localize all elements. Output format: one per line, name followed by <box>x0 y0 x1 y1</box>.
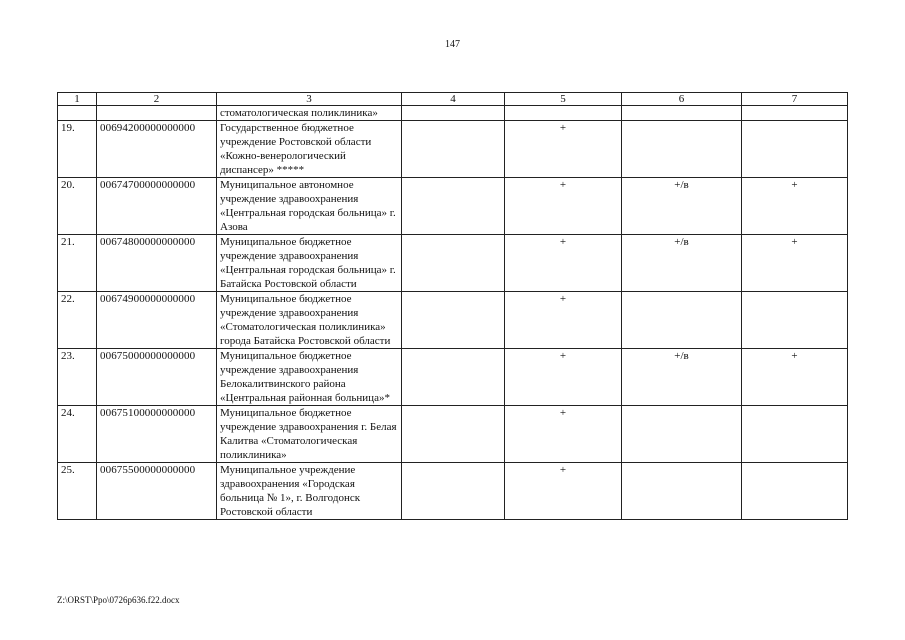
institution-name: Муниципальное бюджетное учреждение здравоохранения г. Белая Калитва «Стоматологическая поликлиника» <box>217 406 402 463</box>
column-6-cell: +/в <box>622 178 742 235</box>
institution-code: 00675100000000000 <box>97 406 217 463</box>
column-7-cell <box>742 121 848 178</box>
table-row <box>58 235 848 292</box>
institution-code: 00674800000000000 <box>97 235 217 292</box>
column-header-6: 6 <box>622 93 742 106</box>
column-header-1: 1 <box>58 93 97 106</box>
column-6-cell: +/в <box>622 235 742 292</box>
table-row <box>58 463 848 520</box>
column-7-cell <box>742 106 848 121</box>
column-header-4: 4 <box>402 93 505 106</box>
table-row <box>58 292 848 349</box>
column-6-cell <box>622 463 742 520</box>
column-4-cell <box>402 121 505 178</box>
institution-name: Муниципальное учреждение здравоохранения «Городская больница № 1», г. Волгодонск Ростовской области <box>217 463 402 520</box>
column-5-cell: + <box>505 406 622 463</box>
column-4-cell <box>402 178 505 235</box>
institution-code: 00675000000000000 <box>97 349 217 406</box>
table-body <box>58 106 848 520</box>
institution-code: 00674900000000000 <box>97 292 217 349</box>
institution-name: Муниципальное бюджетное учреждение здравоохранения «Центральная городская больница» г. Батайска Ростовской области <box>217 235 402 292</box>
table-row <box>58 349 848 406</box>
column-header-2: 2 <box>97 93 217 106</box>
institution-name: Муниципальное бюджетное учреждение здравоохранения Белокалитвинского района «Центральная районная больница»* <box>217 349 402 406</box>
column-6-cell: +/в <box>622 349 742 406</box>
table-row <box>58 121 848 178</box>
row-number: 24. <box>58 406 97 463</box>
column-4-cell <box>402 463 505 520</box>
table-row <box>58 178 848 235</box>
column-7-cell <box>742 292 848 349</box>
institution-name: Муниципальное автономное учреждение здравоохранения «Центральная городская больница» г. Азова <box>217 178 402 235</box>
row-number: 21. <box>58 235 97 292</box>
column-5-cell <box>505 106 622 121</box>
institution-name: стоматологическая поликлиника» <box>217 106 402 121</box>
registry-table <box>57 92 848 520</box>
table-row <box>58 106 848 121</box>
column-6-cell <box>622 406 742 463</box>
column-7-cell: + <box>742 349 848 406</box>
column-5-cell: + <box>505 292 622 349</box>
institution-code: 00675500000000000 <box>97 463 217 520</box>
column-header-3: 3 <box>217 93 402 106</box>
column-4-cell <box>402 349 505 406</box>
institution-name: Государственное бюджетное учреждение Ростовской области «Кожно-венерологический диспансер» ***** <box>217 121 402 178</box>
institution-code: 00674700000000000 <box>97 178 217 235</box>
institution-name: Муниципальное бюджетное учреждение здравоохранения «Стоматологическая поликлиника» города Батайска Ростовской области <box>217 292 402 349</box>
column-6-cell <box>622 106 742 121</box>
column-4-cell <box>402 292 505 349</box>
table-row <box>58 406 848 463</box>
column-7-cell: + <box>742 178 848 235</box>
row-number: 22. <box>58 292 97 349</box>
row-number: 23. <box>58 349 97 406</box>
column-7-cell: + <box>742 235 848 292</box>
column-5-cell: + <box>505 178 622 235</box>
column-header-5: 5 <box>505 93 622 106</box>
column-4-cell <box>402 406 505 463</box>
page-number: 147 <box>445 39 460 50</box>
column-5-cell: + <box>505 463 622 520</box>
column-4-cell <box>402 235 505 292</box>
column-header-7: 7 <box>742 93 848 106</box>
column-5-cell: + <box>505 235 622 292</box>
column-6-cell <box>622 292 742 349</box>
column-7-cell <box>742 406 848 463</box>
row-number: 19. <box>58 121 97 178</box>
column-5-cell: + <box>505 121 622 178</box>
column-7-cell <box>742 463 848 520</box>
row-number: 25. <box>58 463 97 520</box>
document-file-path: Z:\ORST\Ppo\0726p636.f22.docx <box>57 595 180 605</box>
column-6-cell <box>622 121 742 178</box>
row-number <box>58 106 97 121</box>
institution-code: 00694200000000000 <box>97 121 217 178</box>
column-5-cell: + <box>505 349 622 406</box>
institution-code <box>97 106 217 121</box>
row-number: 20. <box>58 178 97 235</box>
header-row <box>58 93 848 106</box>
column-4-cell <box>402 106 505 121</box>
